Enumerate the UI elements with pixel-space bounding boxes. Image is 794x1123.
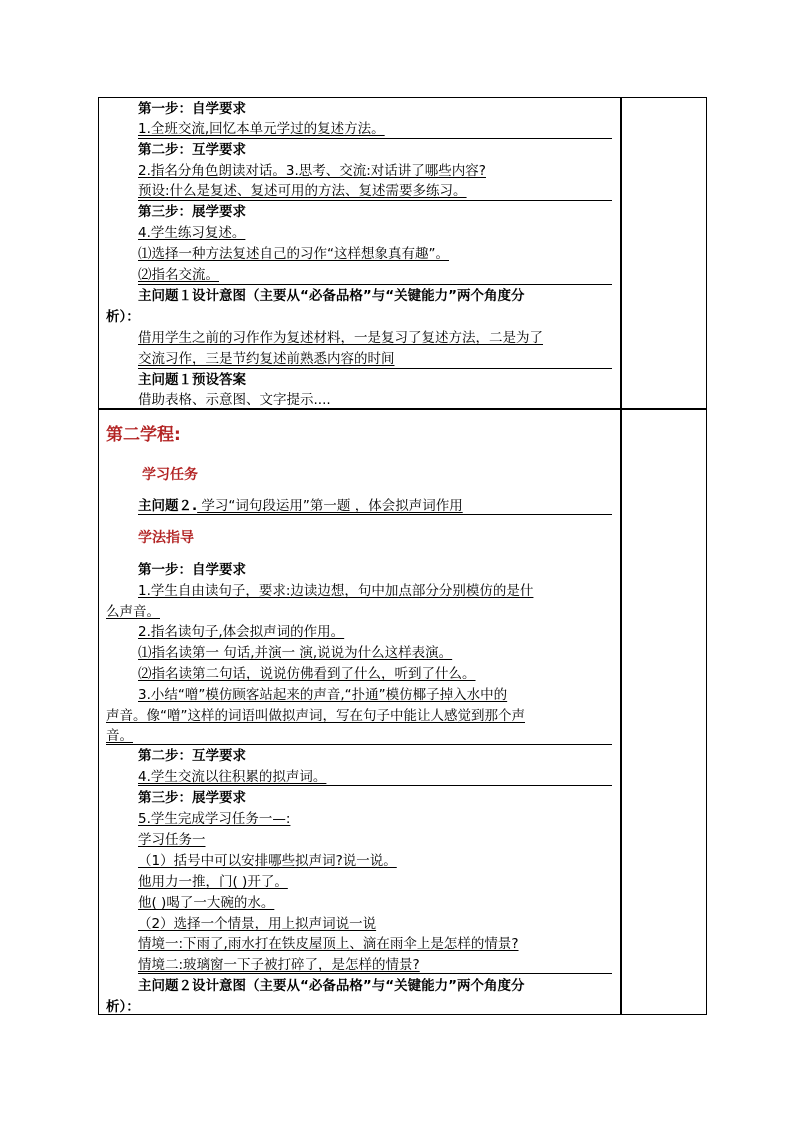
text-line: 声音。像“噌”这样的词语叫做拟声词，写在句子中能让人感觉到那个声 bbox=[106, 708, 525, 724]
step-3-heading: 第三步：展学要求 bbox=[138, 790, 246, 806]
text-line: 借用学生之前的习作作为复述材料，一是复习了复述方法，二是为了 bbox=[138, 330, 543, 346]
design-intent-heading-cont: 析）： bbox=[106, 999, 140, 1015]
step-2-heading: 第二步：互学要求 bbox=[138, 142, 246, 158]
section-title: 第二学程: bbox=[106, 425, 181, 445]
rule-line bbox=[138, 973, 612, 974]
step-1-heading: 第一步：自学要求 bbox=[138, 101, 246, 117]
text-line: 交流习作，三是节约复述前熟悉内容的时间 bbox=[138, 351, 395, 367]
method-heading: 学法指导 bbox=[138, 530, 194, 546]
text-line: 5.学生完成学习任务一—: bbox=[138, 811, 291, 827]
main-question-2 bbox=[138, 497, 463, 515]
text-line: 么声音。 bbox=[106, 604, 160, 620]
text-line: 音。 bbox=[106, 728, 133, 744]
section-1-cell bbox=[100, 99, 620, 408]
rule-line bbox=[138, 200, 612, 201]
main-question-label: 主问题２. bbox=[138, 498, 198, 514]
step-3-heading: 第三步：展学要求 bbox=[138, 204, 246, 220]
text-line: 他用力一推，门( )开了。 bbox=[138, 874, 288, 890]
step-2-heading: 第二步：互学要求 bbox=[138, 748, 246, 764]
design-intent-heading: 主问题２设计意图（主要从“必备品格”与“关键能力”两个角度分 bbox=[138, 978, 525, 994]
section-2-cell bbox=[100, 411, 620, 1013]
text-line: （2）选择一个情景，用上拟声词说一说 bbox=[138, 916, 377, 932]
column-divider bbox=[620, 97, 622, 1015]
text-line: 4.学生练习复述。 bbox=[138, 225, 246, 241]
text-line: 学习任务一 bbox=[138, 832, 206, 848]
rule-line bbox=[138, 514, 612, 515]
task-heading: 学习任务 bbox=[142, 467, 198, 483]
step-1-heading: 第一步：自学要求 bbox=[138, 562, 246, 578]
text-line: 情境一:下雨了,雨水打在铁皮屋顶上、滴在雨伞上是怎样的情景? bbox=[138, 936, 519, 952]
text-line: ⑵指名交流。 bbox=[138, 267, 219, 283]
rule-line bbox=[138, 368, 612, 369]
text-line: 1.全班交流,回忆本单元学过的复述方法。 bbox=[138, 121, 385, 137]
text-line: ⑴选择一种方法复述自己的习作“这样想象真有趣”。 bbox=[138, 246, 449, 262]
text-line: 借助表格、示意图、文字提示.... bbox=[138, 392, 331, 408]
text-line: 预设:什么是复述、复述可用的方法、复述需要多练习。 bbox=[138, 183, 467, 199]
rule-line bbox=[138, 138, 612, 139]
text-line: （1）括号中可以安排哪些拟声词?说一说。 bbox=[138, 853, 397, 869]
text-line: 1.学生自由读句子，要求:边读边想，句中加点部分分别模仿的是什 bbox=[138, 583, 534, 599]
rule-line bbox=[138, 785, 612, 786]
text-line: 情境二:玻璃窗一下子被打碎了，是怎样的情景? bbox=[138, 957, 420, 973]
rule-line bbox=[138, 284, 612, 285]
text-line: 4.学生交流以往积累的拟声词。 bbox=[138, 769, 327, 785]
main-question-text: 学习“词句段运用”第一题 ，体会拟声词作用 bbox=[197, 498, 463, 514]
rule-line bbox=[106, 744, 612, 745]
text-line: 他( )喝了一大碗的水。 bbox=[138, 895, 275, 911]
text-line: ⑴指名读第一 句话,并演一 演,说说为什么这样表演。 bbox=[138, 645, 453, 661]
text-line: 2.指名读句子,体会拟声词的作用。 bbox=[138, 624, 345, 640]
design-intent-heading: 主问题１设计意图（主要从“必备品格”与“关键能力”两个角度分 bbox=[138, 288, 525, 304]
design-intent-heading-cont: 析）： bbox=[106, 309, 140, 325]
rule-line bbox=[138, 408, 612, 409]
text-line: ⑵指名读第二句话，说说仿佛看到了什么，听到了什么。 bbox=[138, 666, 476, 682]
text-line: 3.小结“噌”模仿顾客站起来的声音,“扑通”模仿椰子掉入水中的 bbox=[138, 687, 508, 703]
text-line: 2.指名分角色朗读对话。3.思考、交流:对话讲了哪些内容? bbox=[138, 163, 486, 179]
preset-answer-heading: 主问题１预设答案 bbox=[138, 372, 246, 388]
